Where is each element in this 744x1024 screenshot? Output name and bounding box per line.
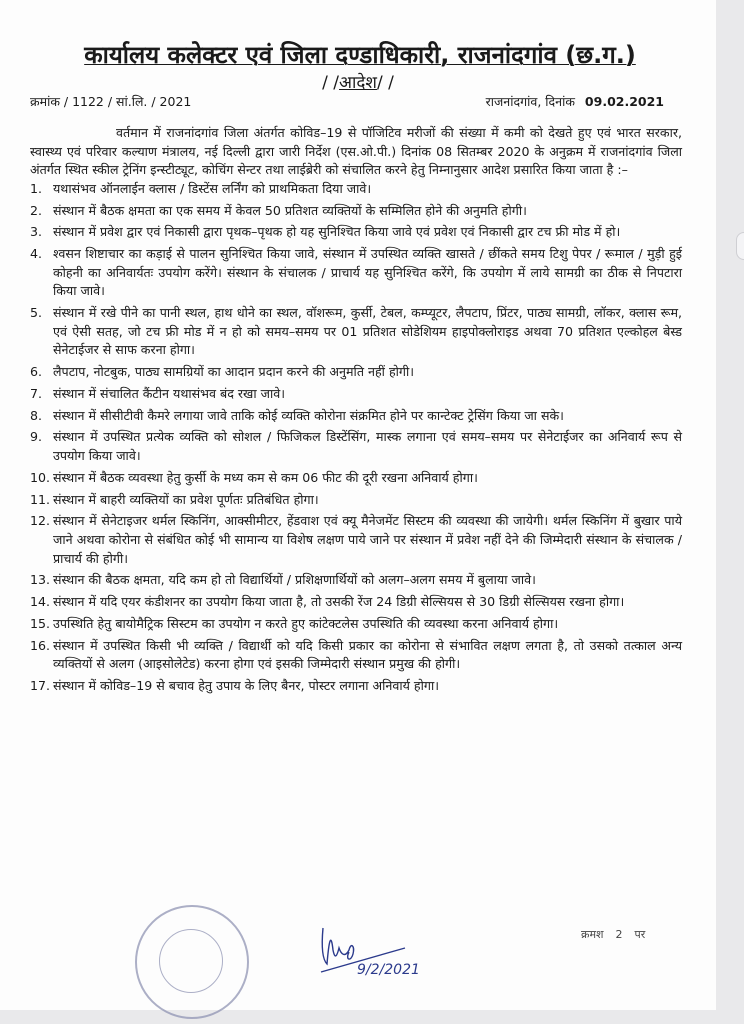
directive-item [30,223,682,242]
office-title: कार्यालय कलेक्टर एवं जिला दण्डाधिकारी, राजनांदगांव (छ.ग.) [84,41,636,69]
directive-item [30,677,682,696]
order-heading: / /आदेश/ / [322,73,394,93]
item-text: संस्थान में रखे पीने का पानी स्थल, हाथ धोने का स्थल, वॉशरूम, कुर्सी, टेबल, कम्प्यूटर, लैपटाप, प्रिंटर, पाठ्य सामग्री, लॉकर, क्लास रूम, एवं ऐसी सतह, जो टच फ्री मोड में न हो को समय–समय पर 01 प्रतिशत सोडेशियम हाइपोक्लोराइड अथवा 70 प्रतिशत एल्कोहल बेस्ड सेनेटाईजर से साफ करना होगा। [53,305,682,358]
order-body [30,124,682,699]
item-number: 7. [30,385,43,401]
scroll-handle[interactable] [736,232,744,260]
directive-item [30,512,682,568]
item-number: 2. [30,202,43,218]
directive-item [30,385,682,404]
directive-item [30,491,682,510]
directive-item [30,180,682,199]
directive-list [30,180,682,696]
item-text: संस्थान में उपस्थित किसी भी व्यक्ति / विद्यार्थी को यदि किसी प्रकार का कोरोना से संभावित लक्षण लगता है, तो उसको तत्काल अन्य व्यक्तियों से अलग (आइसोलेटेड) करना होगा एवं इसकी जिम्मेदारी संस्थान प्रमुख की होगी। [53,637,683,672]
item-number: 5. [30,305,43,321]
cont-label: क्रमश [581,928,604,941]
official-seal [135,905,249,1019]
item-number: 1. [30,180,43,196]
continued-note [575,927,651,942]
directive-item [30,469,682,488]
directive-item [30,363,682,382]
item-text: संस्थान में सेनेटाइजर थर्मल स्किनिंग, आक्सीमीटर, हेंडवाश एवं क्यू मैनेजमेंट सिस्टम की व्यवस्था की जायेगी। थर्मल स्किनिंग में बुखार पाये जाने अथवा कोरोना से संबंधित कोई भी सामान्य या विशेष लक्षण पाये जाने पर संस्थान में प्रवेश नहीं देने की जिम्मेदारी संस्थान के संचालक / प्राचार्य की होगी। [53,513,682,566]
directive-item [30,428,682,465]
item-number: 4. [30,246,43,262]
item-number: 16. [30,637,51,653]
svg-text:9/2/2021: 9/2/2021 [357,962,420,978]
item-text: संस्थान में बैठक व्यवस्था हेतु कुर्सी के मध्य कम से कम 06 फीट की दूरी रखना अनिवार्य होगा। [53,469,478,485]
intro-paragraph: वर्तमान में राजनांदगांव जिला अंतर्गत कोविड–19 से पॉजिटिव मरीजों की संख्या में कमी को देखते हुए एवं भारत सरकार, स्वास्थ्य एवं परिवार कल्याण मंत्रालय, नई दिल्ली द्वारा जारी निर्देश (एस.ओ.पी.) दिनांक 08 सितम्बर 2020 के अनुक्रम में राजनांदगांव जिला अंतर्गत स्थित स्कील ट्रेनिंग इन्स्टीट्यूट, कोचिंग सेन्टर तथा लाईब्रेरी को संचालित करने हेतु निम्नानुसार आदेश प्रसारित किया जाता है :– [30,125,682,178]
item-number: 11. [30,491,51,507]
directive-item [30,245,682,301]
item-number: 12. [30,513,51,529]
item-number: 17. [30,678,51,694]
place-date [486,93,664,110]
cont-page: 2 [615,928,623,941]
directive-item [30,304,682,360]
signature [315,920,435,980]
item-number: 10. [30,469,51,485]
directive-item [30,202,682,221]
item-text: संस्थान में संचालित कैंटीन यथासंभव बंद रखा जावे। [53,385,285,401]
item-text: श्वसन शिष्टाचार का कड़ाई से पालन सुनिश्चित किया जावे, संस्थान में उपस्थित व्यक्ति खासते / छींकते समय टिशु पेपर / रूमाल / मुड़ी हुई कोहनी का अनिवार्यतः उपयोग करेंगे। संस्थान के संचालक / प्राचार्य यह सुनिश्चित करेंगे, कि उपयोग में लाये सामग्री का ठीक से निपटारा किया जावे। [53,246,682,299]
item-text: संस्थान की बैठक क्षमता, यदि कम हो तो विद्यार्थियों / प्रशिक्षणार्थियों को अलग–अलग समय में बुलाया जावे। [53,572,536,588]
item-text: संस्थान में कोविड–19 से बचाव हेतु उपाय के लिए बैनर, पोस्टर लगाना अनिवार्य होगा। [53,678,439,694]
item-text: संस्थान में बैठक क्षमता का एक समय में केवल 50 प्रतिशत व्यक्तियों के सम्मिलित होने की अनुमति होगी। [53,202,527,218]
item-text: यथासंभव ऑनलाईन क्लास / डिस्टेंस लर्निंग को प्राथमिकता दिया जावे। [53,180,372,196]
cont-suffix: पर [634,928,646,941]
place-date-label: राजनांदगांव, दिनांक [485,94,575,109]
item-number: 9. [30,429,43,445]
order-label: आदेश [339,73,377,93]
directive-item [30,615,682,634]
directive-item [30,571,682,590]
directive-item [30,593,682,612]
directive-item [30,407,682,426]
item-text: संस्थान में सीसीटीवी कैमरे लगाया जावे ताकि कोई व्यक्ति कोरोना संक्रमित होने पर कान्टेक्ट ट्रेसिंग किया जा सके। [53,407,564,423]
item-text: संस्थान में यदि एयर कंडीशनर का उपयोग किया जाता है, तो उसकी रेंज 24 डिग्री सेल्सियस से 30 डिग्री सेल्सियस रखना होगा। [53,594,625,610]
item-number: 3. [30,224,43,240]
item-number: 15. [30,615,51,631]
item-number: 13. [30,572,51,588]
order-date: 09.02.2021 [584,94,664,109]
item-text: संस्थान में बाहरी व्यक्तियों का प्रवेश पूर्णतः प्रतिबंधित होगा। [53,491,319,507]
item-text: लैपटाप, नोटबुक, पाठ्य सामग्रियों का आदान प्रदान करने की अनुमति नहीं होगी। [53,364,415,380]
item-number: 8. [30,407,43,423]
reference-number: क्रमांक / 1122 / सां.लि. / 2021 [30,94,192,109]
item-text: संस्थान में प्रवेश द्वार एवं निकासी द्वारा पृथक–पृथक हो यह सुनिश्चित किया जावे एवं प्रवेश एवं निकासी द्वार टच फ्री मोड में हो। [53,224,621,240]
directive-item [30,637,682,674]
item-text: उपस्थिति हेतु बायोमैट्रिक सिस्टम का उपयोग न करते हुए कांटेक्टलेस उपस्थिति की व्यवस्था करना अनिवार्य होगा। [53,615,559,631]
item-number: 6. [30,364,43,380]
item-number: 14. [30,594,51,610]
item-text: संस्थान में उपस्थित प्रत्येक व्यक्ति को सोशल / फिजिकल डिस्टेंसिंग, मास्क लगाना एवं समय–समय पर सेनेटाईजर का अनिवार्य रूप से उपयोग किया जावे। [53,429,682,463]
